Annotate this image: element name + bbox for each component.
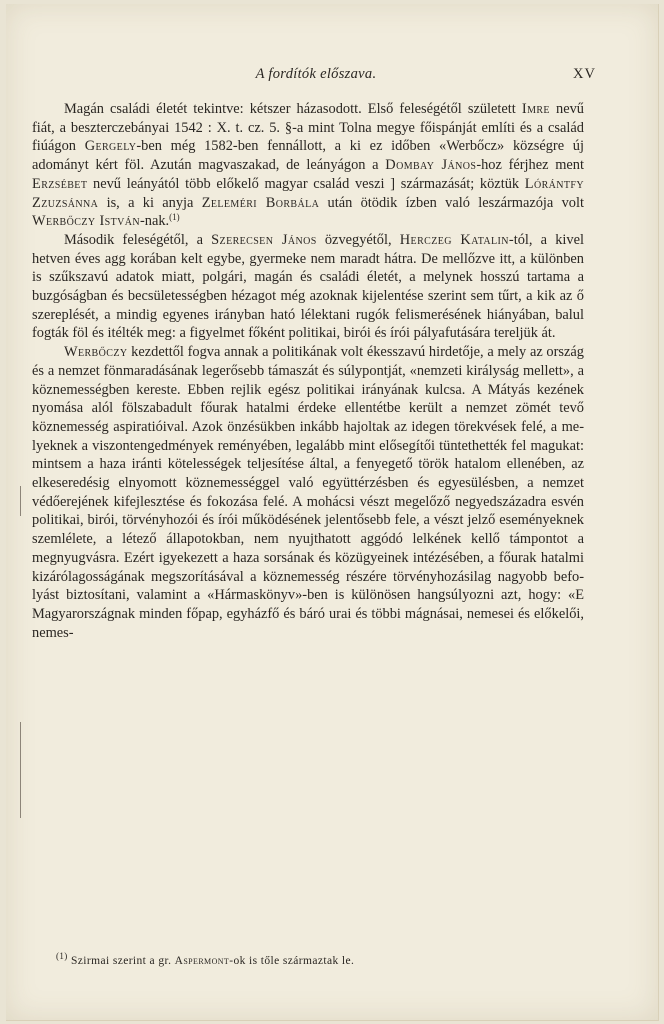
proper-name: Werbőczy — [64, 344, 128, 361]
text-run: Magán családi életét tekintve: kétszer házasodott. Első feleségétől született — [64, 101, 522, 117]
text-run: -ok is tőle származtak le. — [229, 955, 355, 967]
page-header — [6, 66, 658, 88]
margin-mark — [20, 486, 21, 516]
proper-name: Dombay János — [385, 157, 477, 174]
footnote-marker: (1) — [56, 951, 68, 961]
proper-name: Szerecsen János — [211, 231, 317, 248]
proper-name: Aspermont — [174, 955, 230, 967]
text-run: nevű leányától több előkelő magyar család veszi ] származását; köztük — [87, 175, 525, 192]
proper-name: Lórántfy Zzuzsánna — [32, 175, 584, 211]
text-run: is, a ki anyja — [98, 194, 202, 211]
running-title: A fordítók előszava. — [255, 66, 377, 82]
text-run: özvegyétől, — [316, 231, 400, 248]
proper-name: Werbőczy István — [32, 213, 140, 230]
paragraph — [32, 231, 584, 343]
proper-name: Zeleméri Borbála — [201, 194, 320, 211]
proper-name: Gergely — [84, 138, 137, 155]
page-number: XV — [573, 66, 596, 82]
margin-mark — [20, 722, 21, 818]
text-run: -hoz férjhez ment — [476, 157, 584, 174]
text-run: -tól, a kivel hetven éves agg korában kelt egybe, gyermeke nem maradt hátra. De mellőzve itt, a különben is szűkszavú adatok miatt, polgári, magán és családi életét, a melynek hosszú tartama a buzgóságban és becsületességben hézagot még azoknak kijelentése szerint sem tűrt, a kik az ő szereplését, a mindig egyenes irányban ható lélektani rugók felismerésének hiányában, balul fogták föl és itélték meg: a figyelmet főként politikai, birói és írói pályafutására tereljük át. — [32, 231, 584, 342]
proper-name: Erzsébet — [32, 175, 88, 192]
text-run: Második feleségétől, a — [64, 231, 212, 248]
footnote — [56, 951, 576, 968]
paragraph — [32, 343, 584, 642]
body-text — [32, 100, 584, 642]
text-run: -ben még 1582-ben fennállott, a ki ez időben «Werbőcz» községre új adományt kért föl. Azután magvaszakad, de leányágon a — [32, 138, 585, 174]
proper-name: Herczeg Katalin — [399, 231, 509, 248]
text-run: -nak. — [139, 213, 170, 230]
proper-name: Imre — [521, 101, 550, 117]
paragraph — [32, 100, 584, 231]
text-run: Szirmai szerint a gr. — [67, 955, 175, 967]
text-run: nevű fiát, a beszterczebányai 1542 : X. t. cz. 5. §-a mint Tolna megye főispánját említi és a család fiúágon — [32, 101, 584, 155]
footnote-reference: (1) — [169, 212, 180, 223]
book-page — [6, 4, 659, 1021]
text-run: kezdettől fogva annak a politikának volt ékesszavú hirdetője, a mely az ország és a nemzet fönmaradásának legerősebb támaszát és súlypontját, «nemzeti királyság mellett», a köznemességben kereste. Ebben rejlik egész politikai irányának kulcsa. A Mátyás kezének nyomása alól fölszabadult főurak hatalmi érdeke ellentétbe került a nemzet zömét tevő köznemesség aspiratióival. Azok önzésükben inkább hajoltak az idegen törekvések felé, a melyeknek a viszontengedmények reményében, legalább mint elősegítői tüntethették fel magukat: mintsem a haza iránti kötelességek teljesítése által, a fenyegető török hatalom ellenében, az elkeseredésig elnyomott köznemességgel való együttérzésben és egyesülésben, a nemzet védőerejének kifejlesztése és fokozása felé. A mohácsi vészt megelőző negyedszázadra esvén politikai, birói, törvényhozói és írói működésének jelentősebb fele, a vészt jelző eseményeknek szemlélete, a létező állapotokban, nem nyujthatott aggódó lelkének kellő támpontot a megnyugvásra. Ezért igyekezett a haza sorsának és közügyeinek intézésében, a főurak hatalmi kizárólagosságának megszorításával a köznemesség részére törvényhozásilag nagyobb befolyást biztosítani, valamint a «Hármaskönyv»-ben is különösen hangsúlyozni azt, hogy: «E Magyarországnak minden főpap, egyházfő és báró urai és többi mágnásai, nemesei és előkelői, nemes- — [32, 344, 584, 641]
footnote-text — [68, 955, 355, 967]
text-run: után ötödik ízben való leszármazója volt — [319, 194, 584, 211]
